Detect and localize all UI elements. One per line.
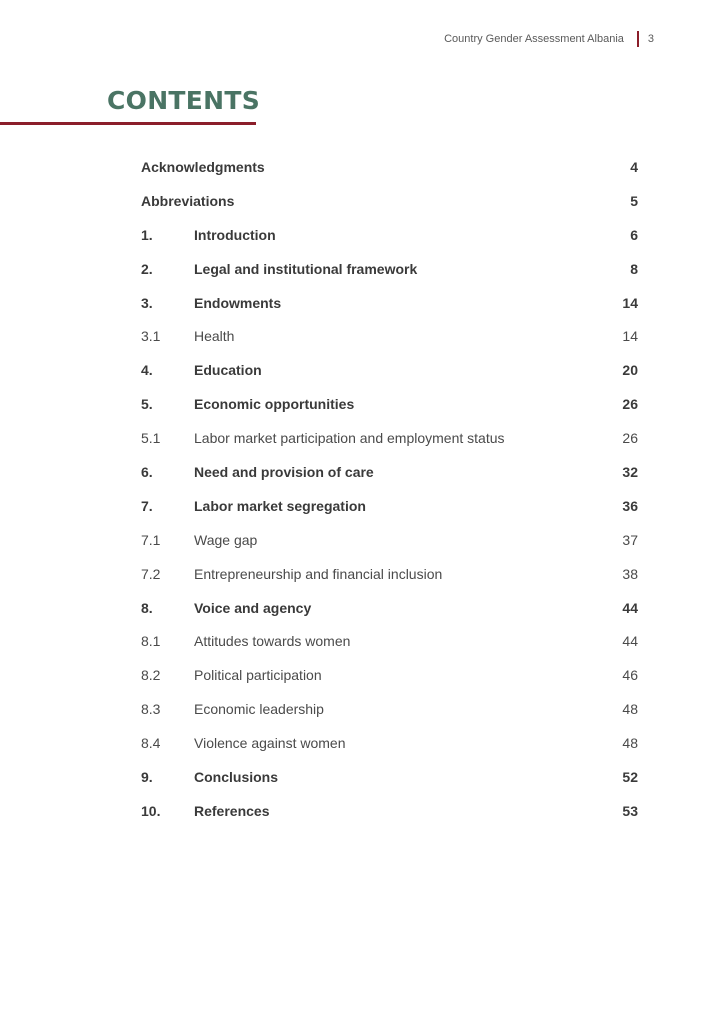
running-header bbox=[444, 31, 654, 47]
toc-entry[interactable] bbox=[141, 421, 638, 455]
header-divider bbox=[637, 31, 639, 47]
toc-entry-label: Endowments bbox=[194, 294, 282, 311]
toc-entry-number: 3. bbox=[141, 294, 153, 311]
toc-entry-label: Acknowledgments bbox=[141, 159, 265, 175]
toc-entry-label: Attitudes towards women bbox=[194, 633, 351, 650]
toc-entry-number: 1. bbox=[141, 226, 153, 243]
document-title: Country Gender Assessment Albania bbox=[444, 33, 624, 45]
toc-entry-number: 8.4 bbox=[141, 735, 161, 752]
toc-entry[interactable] bbox=[141, 726, 638, 760]
toc-entry[interactable] bbox=[141, 353, 638, 387]
toc-entry[interactable] bbox=[141, 658, 638, 692]
toc-entry[interactable] bbox=[141, 218, 638, 252]
toc-entry[interactable] bbox=[141, 591, 638, 625]
toc-entry-page: 38 bbox=[622, 565, 638, 582]
toc-entry-number: 7.2 bbox=[141, 565, 161, 582]
toc-entry[interactable] bbox=[141, 523, 638, 557]
toc-entry-number: 5.1 bbox=[141, 430, 161, 447]
toc-entry-number: 9. bbox=[141, 769, 153, 786]
toc-entry-page: 44 bbox=[622, 633, 638, 650]
toc-entry-page: 4 bbox=[630, 159, 638, 175]
toc-entry-page: 26 bbox=[622, 396, 638, 413]
toc-entry[interactable] bbox=[141, 557, 638, 591]
toc-entry-page: 48 bbox=[622, 735, 638, 752]
toc-entry-label: Economic leadership bbox=[194, 701, 324, 718]
toc-entry-number: 8. bbox=[141, 599, 153, 616]
toc-entry-page: 5 bbox=[630, 192, 638, 209]
toc-entry-label: Voice and agency bbox=[194, 599, 312, 616]
toc-entry-page: 46 bbox=[622, 667, 638, 684]
toc-entry-page: 36 bbox=[622, 497, 638, 514]
toc-entry-label: References bbox=[194, 802, 270, 819]
table-of-contents bbox=[141, 150, 638, 828]
toc-entry-label: Health bbox=[194, 328, 235, 345]
toc-entry[interactable] bbox=[141, 692, 638, 726]
heading-underline bbox=[0, 122, 256, 125]
toc-entry[interactable] bbox=[141, 624, 638, 658]
toc-entry-page: 52 bbox=[622, 769, 638, 786]
toc-entry-page: 53 bbox=[622, 802, 638, 819]
toc-entry-number: 3.1 bbox=[141, 328, 161, 345]
toc-entry-number: 5. bbox=[141, 396, 153, 413]
toc-entry[interactable] bbox=[141, 184, 638, 218]
toc-entry-page: 26 bbox=[622, 430, 638, 447]
toc-entry[interactable] bbox=[141, 150, 638, 184]
toc-entry[interactable] bbox=[141, 760, 638, 794]
toc-entry-page: 14 bbox=[622, 294, 638, 311]
toc-entry-page: 37 bbox=[622, 531, 638, 548]
toc-entry-number: 10. bbox=[141, 802, 161, 819]
toc-entry-page: 44 bbox=[622, 599, 638, 616]
toc-entry-label: Labor market segregation bbox=[194, 497, 366, 514]
toc-entry-number: 7.1 bbox=[141, 531, 161, 548]
toc-entry-label: Wage gap bbox=[194, 531, 258, 548]
toc-entry-label: Labor market participation and employment status bbox=[194, 430, 505, 447]
toc-entry-number: 2. bbox=[141, 260, 153, 277]
toc-entry-label: Education bbox=[194, 362, 262, 379]
toc-entry-label: Abbreviations bbox=[141, 192, 235, 209]
toc-entry[interactable] bbox=[141, 286, 638, 320]
toc-entry-number: 8.2 bbox=[141, 667, 161, 684]
toc-entry-page: 14 bbox=[622, 328, 638, 345]
toc-entry-page: 20 bbox=[622, 362, 638, 379]
toc-entry-page: 8 bbox=[630, 260, 638, 277]
contents-heading: CONTENTS bbox=[107, 86, 261, 115]
toc-entry-label: Need and provision of care bbox=[194, 464, 374, 481]
toc-entry-label: Political participation bbox=[194, 667, 322, 684]
toc-entry[interactable] bbox=[141, 319, 638, 353]
toc-entry-number: 6. bbox=[141, 464, 153, 481]
toc-entry[interactable] bbox=[141, 794, 638, 828]
toc-entry-page: 32 bbox=[622, 464, 638, 481]
toc-entry-label: Entrepreneurship and financial inclusion bbox=[194, 565, 443, 582]
toc-entry-label: Legal and institutional framework bbox=[194, 260, 418, 277]
toc-entry-label: Conclusions bbox=[194, 769, 279, 786]
header-page-number: 3 bbox=[647, 33, 654, 45]
toc-entry-number: 8.1 bbox=[141, 633, 161, 650]
toc-entry-number: 8.3 bbox=[141, 701, 161, 718]
toc-entry[interactable] bbox=[141, 252, 638, 286]
toc-entry-page: 48 bbox=[622, 701, 638, 718]
toc-entry-page: 6 bbox=[630, 226, 638, 243]
toc-entry[interactable] bbox=[141, 489, 638, 523]
toc-entry[interactable] bbox=[141, 455, 638, 489]
toc-entry-number: 7. bbox=[141, 497, 153, 514]
toc-entry[interactable] bbox=[141, 387, 638, 421]
toc-entry-label: Introduction bbox=[194, 226, 276, 243]
toc-entry-label: Violence against women bbox=[194, 735, 346, 752]
toc-entry-number: 4. bbox=[141, 362, 153, 379]
toc-entry-label: Economic opportunities bbox=[194, 396, 355, 413]
